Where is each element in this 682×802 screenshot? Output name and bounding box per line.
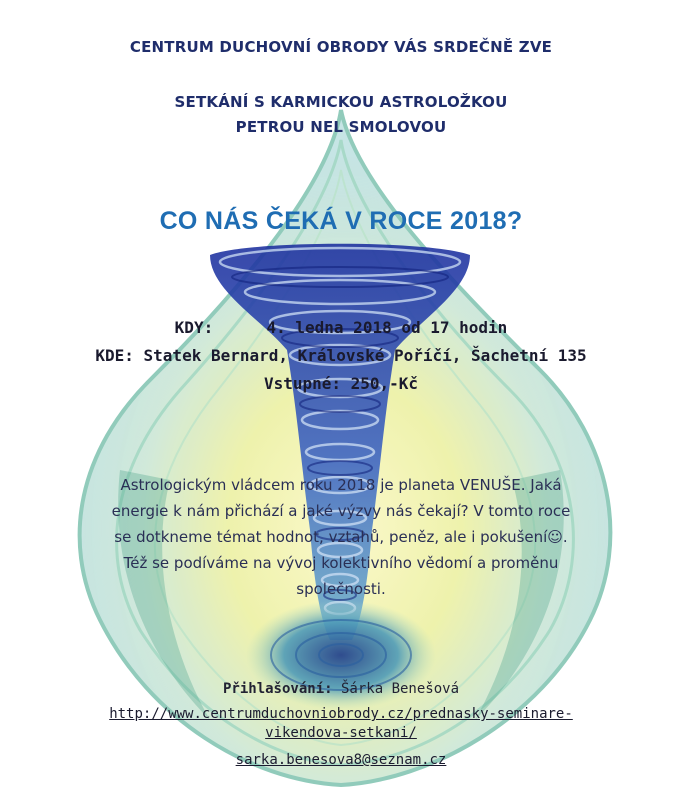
- registration-label: Přihlašování:: [222, 681, 333, 697]
- when-value: 4. ledna 2018 od 17 hodin: [266, 318, 508, 337]
- header-line-3: PETROU NEL SMOLOVOU: [235, 118, 447, 136]
- description-line: Též se podíváme na vývoj kolektivního vědomí a proměnu: [123, 554, 559, 572]
- description-line: se dotkneme témat hodnot, vztahů, peněz, ale i pokušení☺.: [114, 528, 568, 546]
- where-value: Statek Bernard, Královské Poříčí, Šachetní 135: [143, 346, 587, 365]
- description-line: Astrologickým vládcem roku 2018 je planeta VENUŠE. Jaká: [120, 476, 562, 494]
- where-row: [0, 346, 682, 365]
- registration-url-continued[interactable]: [0, 722, 682, 741]
- description-line: společnosti.: [296, 580, 386, 598]
- where-label: KDE:: [95, 346, 134, 365]
- header-line-1: CENTRUM DUCHOVNÍ OBRODY VÁS SRDEČNĚ ZVE: [129, 38, 553, 56]
- registration-email[interactable]: [0, 749, 682, 768]
- event-title: CO NÁS ČEKÁ V ROCE 2018?: [159, 207, 523, 235]
- registration-name: Šárka Benešová: [341, 681, 460, 697]
- when-label: KDY:: [174, 318, 214, 337]
- entry-fee: Vstupné: 250,-Kč: [263, 374, 419, 393]
- email-link[interactable]: sarka.benesova8@seznam.cz: [235, 752, 447, 768]
- registration-url[interactable]: [0, 703, 682, 722]
- when-row: [0, 318, 682, 337]
- registration-url-line-1[interactable]: http://www.centrumduchovniobrody.cz/prednasky-seminare-: [109, 706, 573, 722]
- description-line: energie k nám přichází a jaké výzvy nás čekají? V tomto roce: [111, 502, 571, 520]
- header-line-2: SETKÁNÍ S KARMICKOU ASTROLOŽKOU: [174, 93, 508, 111]
- registration-row: [0, 681, 682, 697]
- registration-url-line-2[interactable]: vikendova-setkani/: [265, 725, 417, 741]
